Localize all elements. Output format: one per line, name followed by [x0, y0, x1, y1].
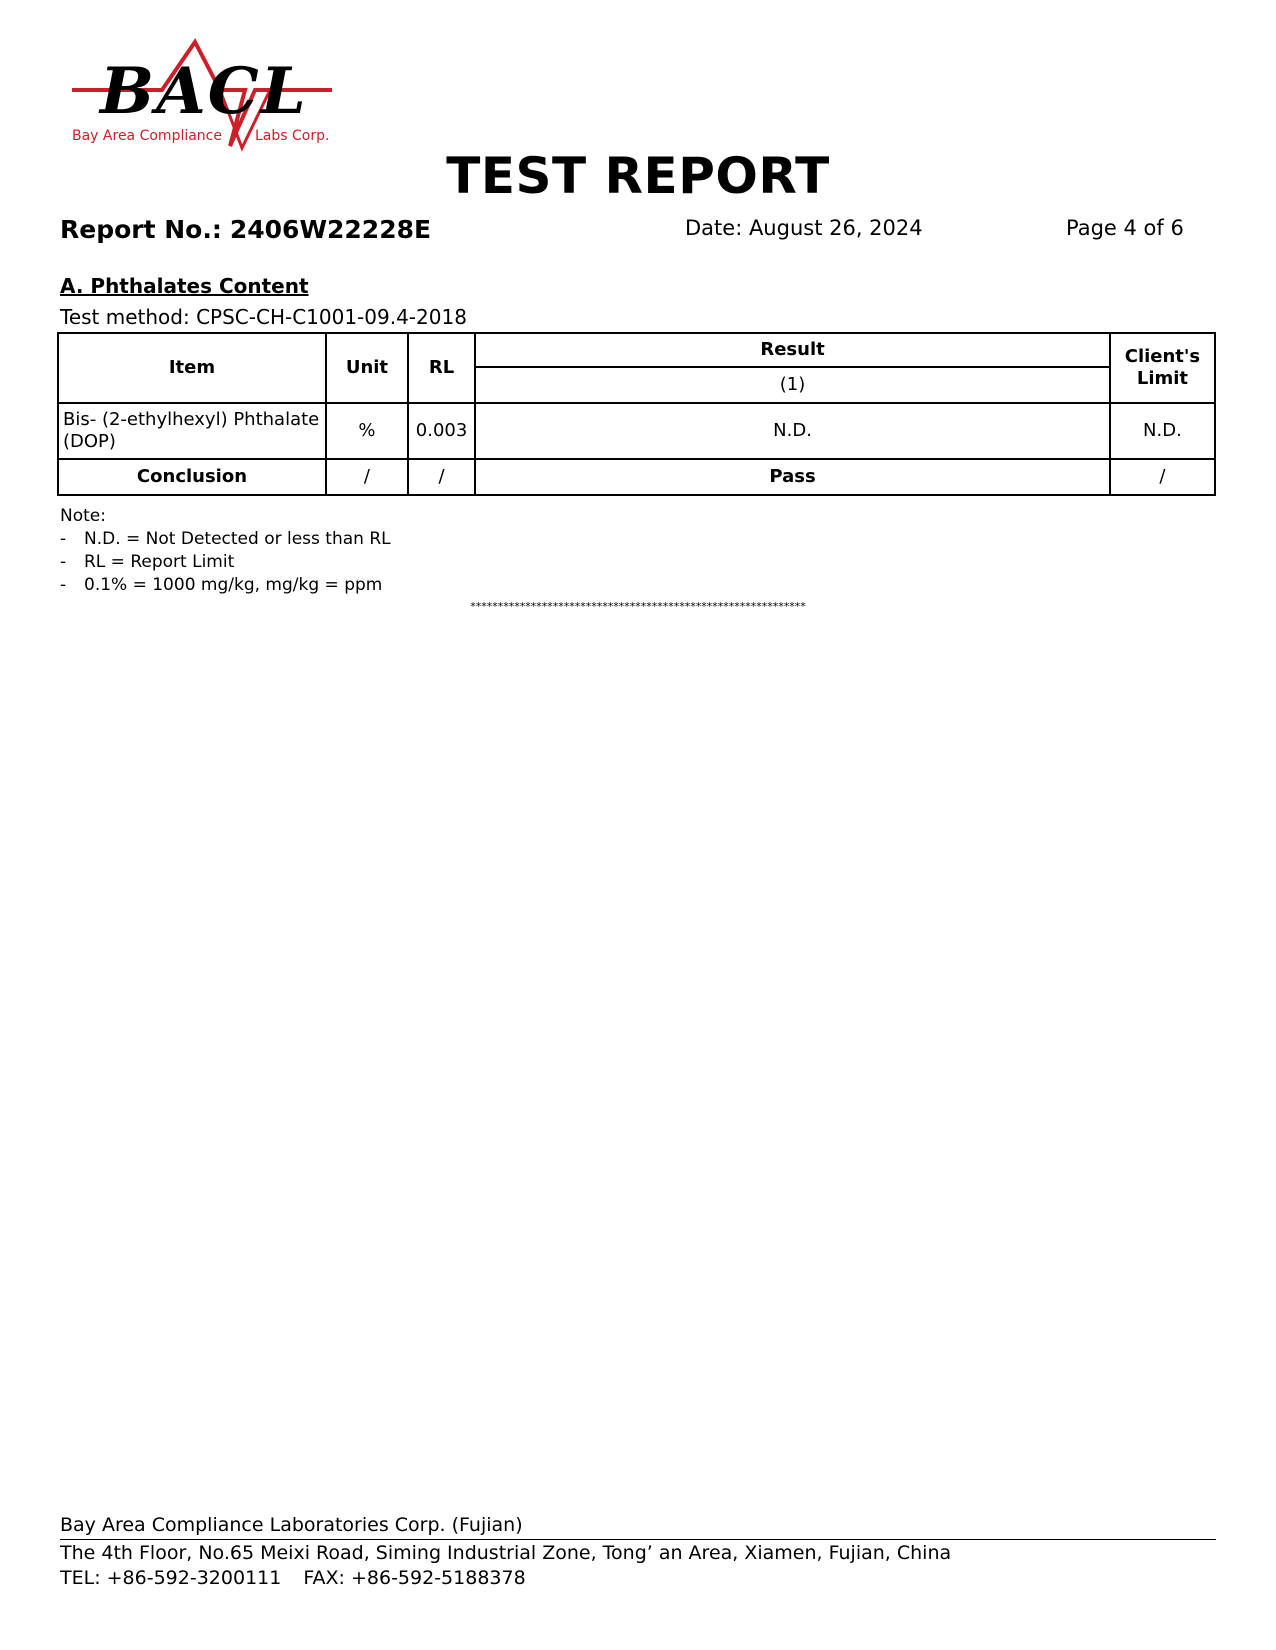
- note-item: - RL = Report Limit: [60, 552, 235, 572]
- report-number-value: 2406W22228E: [229, 215, 432, 244]
- bacl-logo: [70, 38, 360, 158]
- table-header-row: [58, 333, 1215, 367]
- conclusion-rl: /: [408, 459, 475, 495]
- note-item: - N.D. = Not Detected or less than RL: [60, 529, 391, 549]
- report-title: TEST REPORT: [446, 147, 830, 205]
- note-label: Note:: [60, 506, 106, 526]
- page-number: Page 4 of 6: [1066, 216, 1184, 240]
- header-client-limit: Client's Limit: [1110, 333, 1215, 403]
- cell-item: Bis- (2-ethylhexyl) Phthalate (DOP): [58, 403, 326, 459]
- cell-result: N.D.: [475, 403, 1110, 459]
- report-number: [60, 215, 431, 244]
- header-result: Result: [475, 333, 1110, 367]
- footer: [60, 1513, 1216, 1591]
- end-of-section-marker: *************************************************************: [470, 600, 806, 613]
- cell-unit: %: [326, 403, 408, 459]
- cell-client-limit: N.D.: [1110, 403, 1215, 459]
- footer-address: The 4th Floor, No.65 Meixi Road, Siming Industrial Zone, Tong’ an Area, Xiamen, Fujian, China: [60, 1542, 952, 1564]
- header-item: Item: [58, 333, 326, 403]
- bacl-logo-graphic: [70, 38, 360, 158]
- report-date: Date: August 26, 2024: [685, 216, 923, 240]
- test-method: Test method: CPSC-CH-C1001-09.4-2018: [60, 305, 467, 329]
- svg-text:Labs Corp.: Labs Corp.: [255, 128, 330, 144]
- report-number-label: Report No.:: [60, 215, 222, 244]
- footer-contact: [60, 1566, 1216, 1591]
- header-unit: Unit: [326, 333, 408, 403]
- svg-text:BACL: BACL: [100, 54, 308, 129]
- footer-fax: FAX: +86-592-5188378: [303, 1567, 526, 1589]
- note-item: - 0.1% = 1000 mg/kg, mg/kg = ppm: [60, 575, 383, 595]
- results-table: [57, 332, 1216, 496]
- header-rl: RL: [408, 333, 475, 403]
- footer-divider: [60, 1539, 1216, 1540]
- conclusion-result: Pass: [475, 459, 1110, 495]
- notes: [60, 505, 391, 597]
- conclusion-client-limit: /: [1110, 459, 1215, 495]
- section-title: A. Phthalates Content: [60, 274, 309, 298]
- cell-rl: 0.003: [408, 403, 475, 459]
- conclusion-row: [58, 459, 1215, 495]
- header-result-sub: (1): [475, 367, 1110, 403]
- conclusion-unit: /: [326, 459, 408, 495]
- footer-tel: TEL: +86-592-3200111: [60, 1567, 282, 1589]
- table-row: [58, 403, 1215, 459]
- footer-company: Bay Area Compliance Laboratories Corp. (Fujian): [60, 1514, 523, 1536]
- conclusion-label: Conclusion: [58, 459, 326, 495]
- svg-text:Bay Area Compliance: Bay Area Compliance: [72, 128, 222, 144]
